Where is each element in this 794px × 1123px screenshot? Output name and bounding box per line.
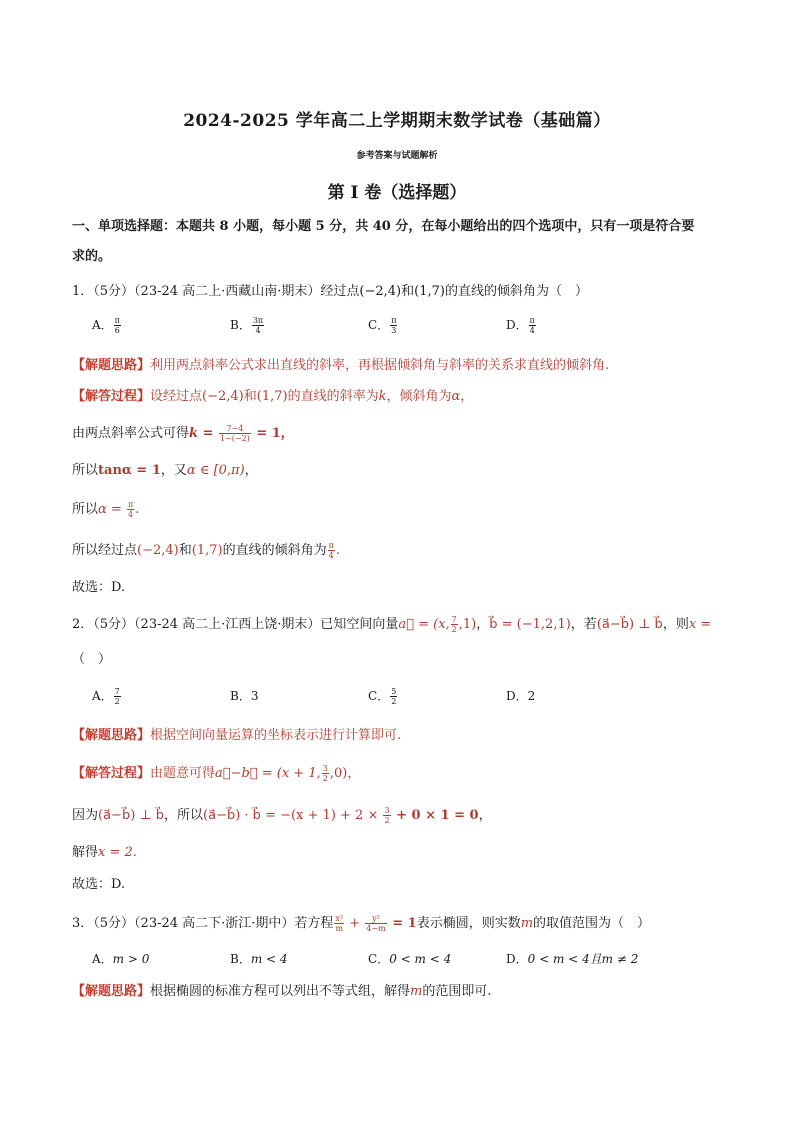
q1-process-line-1 — [72, 388, 722, 406]
numerator: π — [529, 316, 535, 325]
option-letter: C． — [368, 689, 390, 703]
numerator: 7−4 — [219, 424, 251, 434]
math: x = 2 — [98, 845, 133, 860]
q3-option-a — [92, 950, 230, 967]
math: α = — [98, 502, 126, 517]
vector-b: b⃗ = (−1,2,1) — [489, 617, 571, 632]
q1-option-b — [230, 316, 368, 335]
math: α ∈ [0,π) — [186, 463, 245, 478]
math: + 0 × 1 = 0 — [391, 808, 479, 823]
numerator: y² — [365, 914, 386, 924]
text: ，又 — [160, 463, 187, 478]
math: tanα = 1 — [98, 463, 161, 478]
fraction — [383, 806, 390, 825]
numerator: x² — [335, 914, 344, 923]
q3-stem — [72, 914, 722, 933]
fraction — [529, 316, 536, 335]
option-letter: A． — [92, 952, 113, 966]
text: ， — [478, 808, 492, 823]
q2-option-a — [92, 687, 230, 706]
text: 所以 — [72, 502, 99, 517]
fraction — [114, 687, 121, 706]
math: (−2,4) — [202, 389, 244, 404]
idea-text: 根据空间向量运算的坐标表示进行计算即可. — [150, 728, 402, 743]
q1-option-a — [92, 316, 230, 335]
math: k = — [189, 426, 218, 441]
q1-stem: 1．（5分）（23-24 高二上·西藏山南·期末）经过点(−2,4)和(1,7)的直线的倾斜角为（ ） — [72, 284, 588, 299]
math: m — [410, 984, 423, 999]
vector-a: a⃗ = (x, — [398, 617, 450, 632]
math: k — [378, 389, 387, 404]
numerator: π — [114, 316, 120, 325]
option-letter: D． — [506, 952, 528, 966]
q2-stem — [72, 615, 722, 634]
q1-process-line-3 — [72, 462, 722, 480]
idea-tag: 【解题思路】 — [72, 984, 151, 999]
q2-idea — [72, 727, 722, 745]
text: 因为 — [72, 808, 99, 823]
fraction — [219, 424, 251, 443]
text: 由两点斜率公式可得 — [72, 426, 190, 441]
q2-process-line-3 — [72, 844, 722, 862]
denominator: 4 — [255, 326, 261, 335]
math: (1,7) — [191, 543, 223, 558]
numerator: 3 — [322, 764, 328, 773]
q1-process-line-2 — [72, 424, 722, 443]
text: ，则 — [662, 617, 689, 632]
option-letter: B． — [230, 318, 251, 332]
option-letter: B． — [230, 689, 251, 703]
math: + — [345, 916, 365, 931]
fraction — [390, 316, 397, 335]
q2-stem-paren: （ ） — [72, 652, 112, 667]
q1-answer: 故选：D. — [72, 580, 126, 595]
option-letter: D． — [506, 689, 528, 703]
q3-option-b — [230, 950, 368, 967]
q2-option-b — [230, 687, 368, 706]
numerator: π — [391, 316, 397, 325]
option-text: m > 0 — [112, 952, 150, 966]
fraction — [114, 316, 121, 335]
q3-options — [92, 950, 644, 967]
denominator: 2 — [451, 625, 457, 634]
text: ，所以 — [164, 808, 204, 823]
q1-option-c — [368, 316, 506, 335]
q1-options — [92, 316, 644, 335]
numerator: 7 — [451, 615, 457, 624]
denominator: 3 — [391, 326, 397, 335]
math: (1,7) — [256, 389, 288, 404]
text: 解得 — [72, 845, 99, 860]
text: 表示椭圆，则实数 — [416, 916, 521, 931]
math: = 1， — [251, 426, 294, 441]
math: (a⃗−b⃗) ⊥ b⃗ — [596, 617, 663, 632]
q1-idea — [72, 357, 722, 375]
numerator: 3π — [252, 316, 264, 325]
text: ， — [476, 617, 490, 632]
text: 2．（5分）（23-24 高二上·江西上饶·期末）已知空间向量 — [72, 617, 399, 632]
option-text: m < 4 — [250, 952, 288, 966]
denominator: 4 — [328, 551, 334, 560]
text: 所以经过点 — [72, 543, 138, 558]
option-text: 2 — [527, 689, 536, 703]
math: x = — [688, 617, 712, 632]
denominator: 2 — [114, 697, 120, 706]
option-letter: C． — [368, 952, 390, 966]
q3-idea — [72, 983, 722, 1001]
math: ,0) — [329, 766, 348, 781]
denominator: 2 — [322, 774, 328, 783]
q1-process-line-5 — [72, 541, 722, 560]
text: 3．（5分）（23-24 高二下·浙江·期中）若方程 — [72, 916, 334, 931]
denominator: 2 — [391, 697, 397, 706]
option-letter: A． — [92, 318, 113, 332]
text: . — [132, 845, 137, 860]
text: ， — [347, 766, 361, 781]
math: (−2,4) — [137, 543, 179, 558]
fraction — [252, 316, 264, 335]
option-letter: B． — [230, 952, 251, 966]
text: 的直线的倾斜角为 — [222, 543, 327, 558]
option-letter: A． — [92, 689, 113, 703]
text: ， — [244, 463, 258, 478]
idea-text: 的范围即可. — [422, 984, 492, 999]
process-tag: 【解答过程】 — [72, 766, 151, 781]
page-title: 2024-2025 学年高二上学期期末数学试卷（基础篇） — [183, 111, 611, 131]
math: m — [520, 916, 534, 931]
denominator: 4−m — [366, 924, 386, 933]
fraction — [390, 687, 397, 706]
numerator: 5 — [391, 687, 397, 696]
math: α — [451, 389, 461, 404]
math: (a⃗−b⃗) ⊥ b⃗ — [98, 808, 165, 823]
text: . — [135, 502, 140, 517]
idea-text: 根据椭圆的标准方程可以列出不等式组，解得 — [150, 984, 411, 999]
math: = 1 — [387, 916, 417, 931]
q2-option-d — [506, 687, 644, 706]
idea-tag: 【解题思路】 — [72, 358, 151, 373]
option-letter: D． — [506, 318, 528, 332]
process-tag: 【解答过程】 — [72, 389, 151, 404]
text: 所以 — [72, 463, 99, 478]
q2-options — [92, 687, 644, 706]
numerator: 7 — [114, 687, 120, 696]
text: 和 — [243, 389, 257, 404]
fraction — [322, 764, 329, 783]
fraction — [127, 500, 134, 519]
numerator: 3 — [384, 806, 390, 815]
fraction — [365, 914, 386, 933]
option-text: 0 < m < 4且m ≠ 2 — [527, 952, 639, 966]
denominator: 4 — [529, 326, 535, 335]
idea-tag: 【解题思路】 — [72, 728, 151, 743]
q2-answer: 故选：D. — [72, 877, 126, 892]
q2-process-line-1 — [72, 764, 722, 783]
fraction — [328, 541, 335, 560]
q2-process-line-2 — [72, 806, 722, 825]
numerator: π — [328, 541, 334, 550]
text: 的取值范围为（ ） — [533, 916, 651, 931]
denominator: 6 — [114, 326, 120, 335]
text: 设经过点 — [150, 389, 203, 404]
q2-option-c — [368, 687, 506, 706]
fraction — [451, 615, 458, 634]
denominator: 2 — [384, 816, 390, 825]
q1-process-line-4 — [72, 500, 722, 519]
option-text: 3 — [250, 689, 259, 703]
instructions-line-1: 一、单项选择题：本题共 8 小题，每小题 5 分，共 40 分，在每小题给出的四个选项中，只有一项是符合要 — [72, 219, 695, 234]
text: 和 — [178, 543, 192, 558]
math: (a⃗−b⃗) · b⃗ = −(x + 1) + 2 × — [203, 808, 383, 823]
text: 由题意可得 — [150, 766, 216, 781]
text: ，倾斜角为 — [386, 389, 452, 404]
instructions-line-2: 求的。 — [72, 249, 112, 264]
denominator: m — [335, 924, 344, 933]
denominator: 4 — [128, 510, 134, 519]
idea-text: 利用两点斜率公式求出直线的斜率，再根据倾斜角与斜率的关系求直线的倾斜角. — [150, 358, 610, 373]
option-letter: C． — [368, 318, 390, 332]
text: ， — [460, 389, 474, 404]
q1-option-d — [506, 316, 644, 335]
q3-option-d — [506, 950, 644, 967]
math: ,1) — [458, 617, 477, 632]
text: 的直线的斜率为 — [287, 389, 379, 404]
section-title: 第 I 卷（选择题） — [327, 183, 467, 203]
denominator: 1−(−2) — [219, 434, 250, 443]
option-text: 0 < m < 4 — [389, 952, 452, 966]
page-subtitle: 参考答案与试题解析 — [356, 151, 438, 161]
q3-option-c — [368, 950, 506, 967]
text: ，若 — [570, 617, 597, 632]
numerator: π — [127, 500, 134, 509]
fraction — [334, 914, 344, 933]
math: a⃗−b⃗ = (x + 1, — [215, 766, 321, 781]
text: . — [335, 543, 340, 558]
